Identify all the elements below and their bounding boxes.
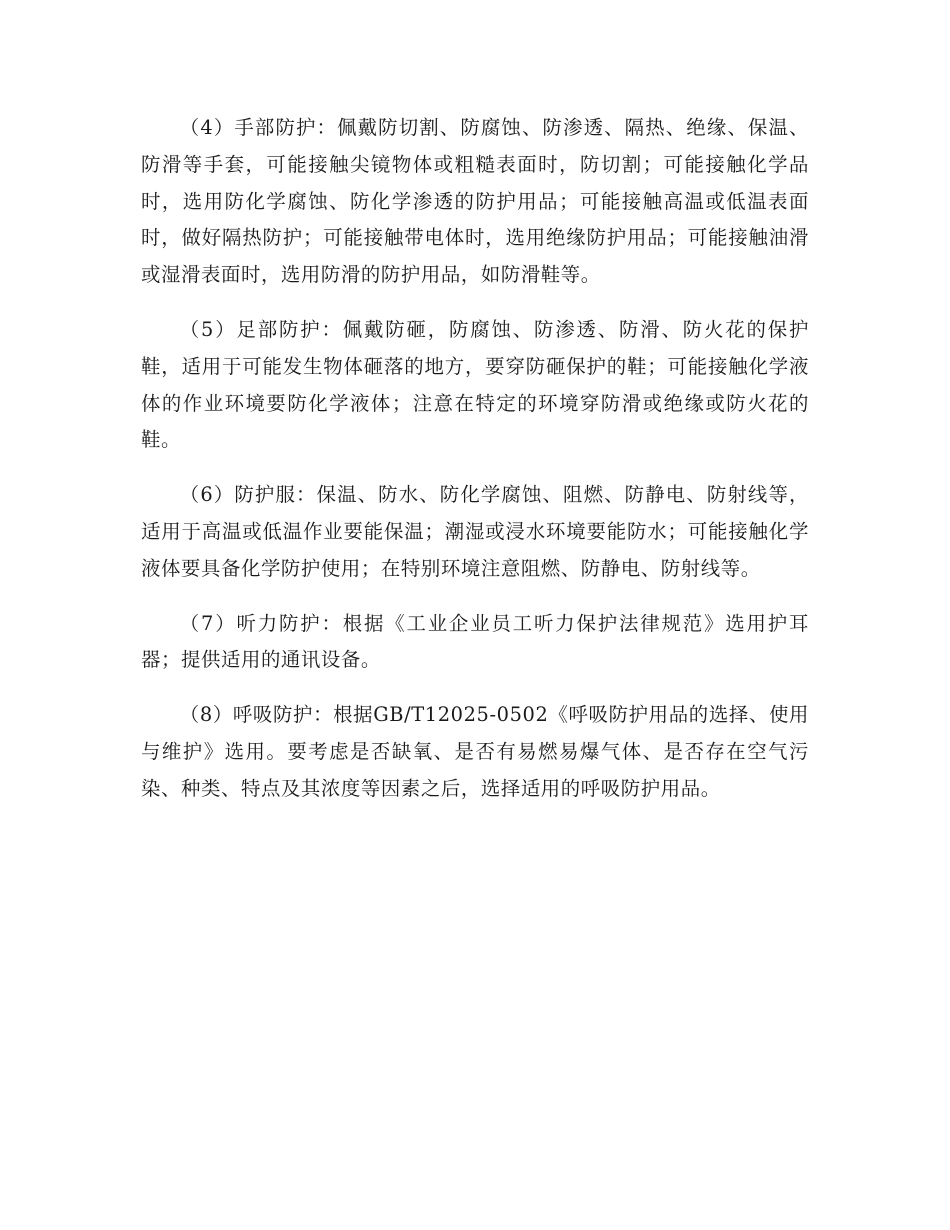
paragraph-protective-clothing: （6）防护服：保温、防水、防化学腐蚀、阻燃、防静电、防射线等，适用于高温或低温作业要能保温；潮湿或浸水环境要能防水；可能接触化学液体要具备化学防护使用；在特别环境注意阻燃、防静电、防射线等。 bbox=[141, 483, 809, 580]
paragraph-hand-protection: （4）手部防护：佩戴防切割、防腐蚀、防渗透、隔热、绝缘、保温、防滑等手套，可能接触尖镜物体或粗糙表面时，防切割；可能接触化学品时，选用防化学腐蚀、防化学渗透的防护用品；可能接触高温或低温表面时，做好隔热防护；可能接触带电体时，选用绝缘防护用品；可能接触油滑或湿滑表面时，选用防滑的防护用品，如防滑鞋等。 bbox=[141, 116, 809, 287]
document-body bbox=[141, 110, 809, 826]
paragraph-foot-protection: （5）足部防护：佩戴防砸，防腐蚀、防渗透、防滑、防火花的保护鞋，适用于可能发生物体砸落的地方，要穿防砸保护的鞋；可能接触化学液体的作业环境要防化学液体；注意在特定的环境穿防滑或绝缘或防火花的鞋。 bbox=[141, 317, 809, 452]
paragraph-hearing-protection: （7）听力防护：根据《工业企业员工听力保护法律规范》选用护耳器；提供适用的通讯设备。 bbox=[141, 611, 809, 672]
paragraph-respiratory-protection: （8）呼吸防护：根据GB/T12025-0502《呼吸防护用品的选择、使用与维护》选用。要考虑是否缺氧、是否有易燃易爆气体、是否存在空气污染、种类、特点及其浓度等因素之后，选择适用的呼吸防护用品。 bbox=[141, 703, 809, 800]
